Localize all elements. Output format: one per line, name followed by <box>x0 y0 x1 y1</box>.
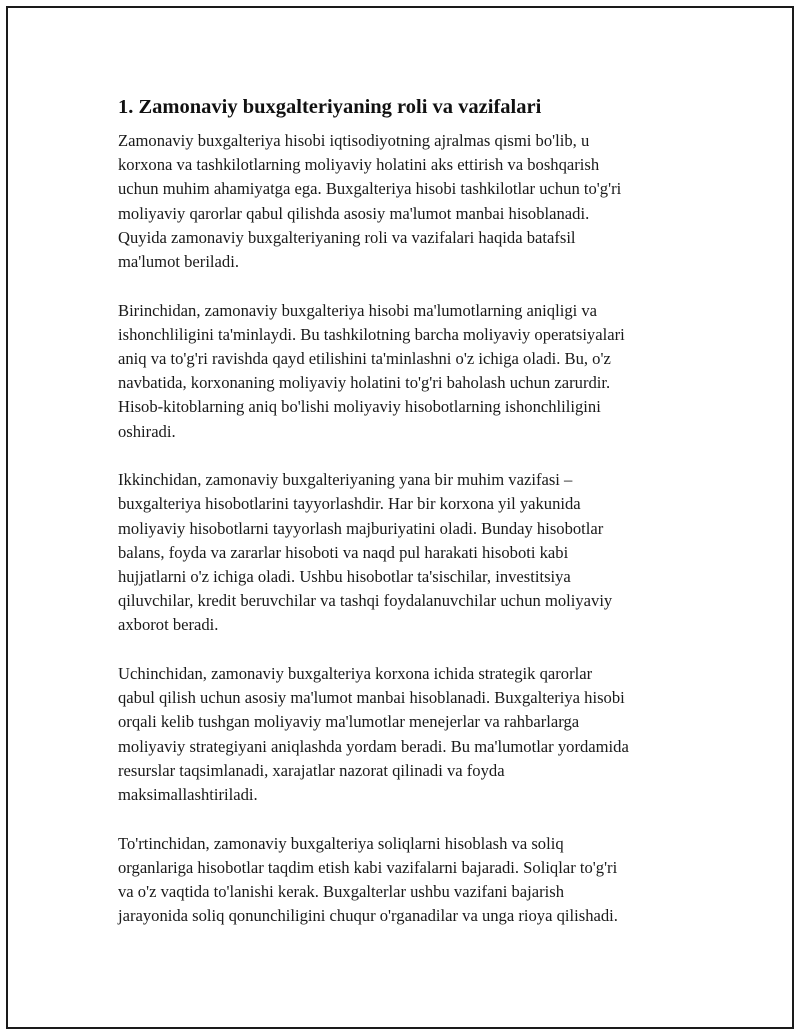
paragraph-intro <box>118 129 690 274</box>
text-line: aniq va to'g'ri ravishda qayd etilishini ta'minlashni o'z ichiga oladi. Bu, o'z <box>118 349 611 369</box>
text-line: navbatida, korxonaning moliyaviy holatini to'g'ri baholash uchun zarurdir. <box>118 373 611 393</box>
text-line: korxona va tashkilotlarning moliyaviy holatini aks ettirish va boshqarish <box>118 155 600 175</box>
text-line: moliyaviy strategiyani aniqlashda yordam beradi. Bu ma'lumotlar yordamida <box>118 736 629 756</box>
text-line: va o'z vaqtida to'lanishi kerak. Buxgalterlar ushbu vazifani bajarish <box>118 882 565 902</box>
text-line: resurslar taqsimlanadi, xarajatlar nazorat qilinadi va foyda <box>118 760 505 780</box>
paragraph-fourth <box>118 832 690 929</box>
paragraph-second <box>118 468 690 637</box>
text-line: jarayonida soliq qonunchiligini chuqur o'rganadilar va unga rioya qilishadi. <box>118 906 618 926</box>
text-line: maksimallashtiriladi. <box>118 785 258 805</box>
text-line: Uchinchidan, zamonaviy buxgalteriya korxona ichida strategik qarorlar <box>118 664 593 684</box>
text-line: Hisob-kitoblarning aniq bo'lishi moliyaviy hisobotlarning ishonchliligini <box>118 397 601 417</box>
text-line: hujjatlarni o'z ichiga oladi. Ushbu hisobotlar ta'sischilar, investitsiya <box>118 567 571 587</box>
text-line: moliyaviy hisobotlarni tayyorlash majburiyatini oladi. Bunday hisobotlar <box>118 518 604 538</box>
document-body <box>118 94 690 953</box>
text-line: ma'lumot beriladi. <box>118 252 239 272</box>
text-line: ishonchliligini ta'minlaydi. Bu tashkilotning barcha moliyaviy operatsiyalari <box>118 324 625 344</box>
text-line: uchun muhim ahamiyatga ega. Buxgalteriya hisobi tashkilotlar uchun to'g'ri <box>118 179 622 199</box>
text-line: qabul qilish uchun asosiy ma'lumot manbai hisoblanadi. Buxgalteriya hisobi <box>118 688 625 708</box>
text-line: Zamonaviy buxgalteriya hisobi iqtisodiyotning ajralmas qismi bo'lib, u <box>118 131 590 150</box>
paragraph-first <box>118 299 690 444</box>
text-line: orqali kelib tushgan moliyaviy ma'lumotlar menejerlar va rahbarlarga <box>118 712 580 732</box>
text-line: moliyaviy qarorlar qabul qilishda asosiy ma'lumot manbai hisoblanadi. <box>118 203 590 223</box>
paragraph-third <box>118 662 690 807</box>
text-line: To'rtinchidan, zamonaviy buxgalteriya soliqlarni hisoblash va soliq <box>118 833 564 853</box>
section-heading: 1. Zamonaviy buxgalteriyaning roli va vazifalari <box>118 96 542 118</box>
text-line: Quyida zamonaviy buxgalteriyaning roli va vazifalari haqida batafsil <box>118 227 576 247</box>
text-line: buxgalteriya hisobotlarini tayyorlashdir. Har bir korxona yil yakunida <box>118 494 581 514</box>
text-line: Ikkinchidan, zamonaviy buxgalteriyaning yana bir muhim vazifasi – <box>118 470 573 490</box>
text-line: Birinchidan, zamonaviy buxgalteriya hisobi ma'lumotlarning aniqligi va <box>118 300 598 320</box>
text-line: organlariga hisobotlar taqdim etish kabi vazifalarni bajaradi. Soliqlar to'g'ri <box>118 857 618 877</box>
text-line: axborot beradi. <box>118 615 219 635</box>
text-line: qiluvchilar, kredit beruvchilar va tashqi foydalanuvchilar uchun moliyaviy <box>118 591 613 611</box>
text-line: oshiradi. <box>118 421 176 441</box>
text-line: balans, foyda va zararlar hisoboti va naqd pul harakati hisoboti kabi <box>118 542 569 562</box>
